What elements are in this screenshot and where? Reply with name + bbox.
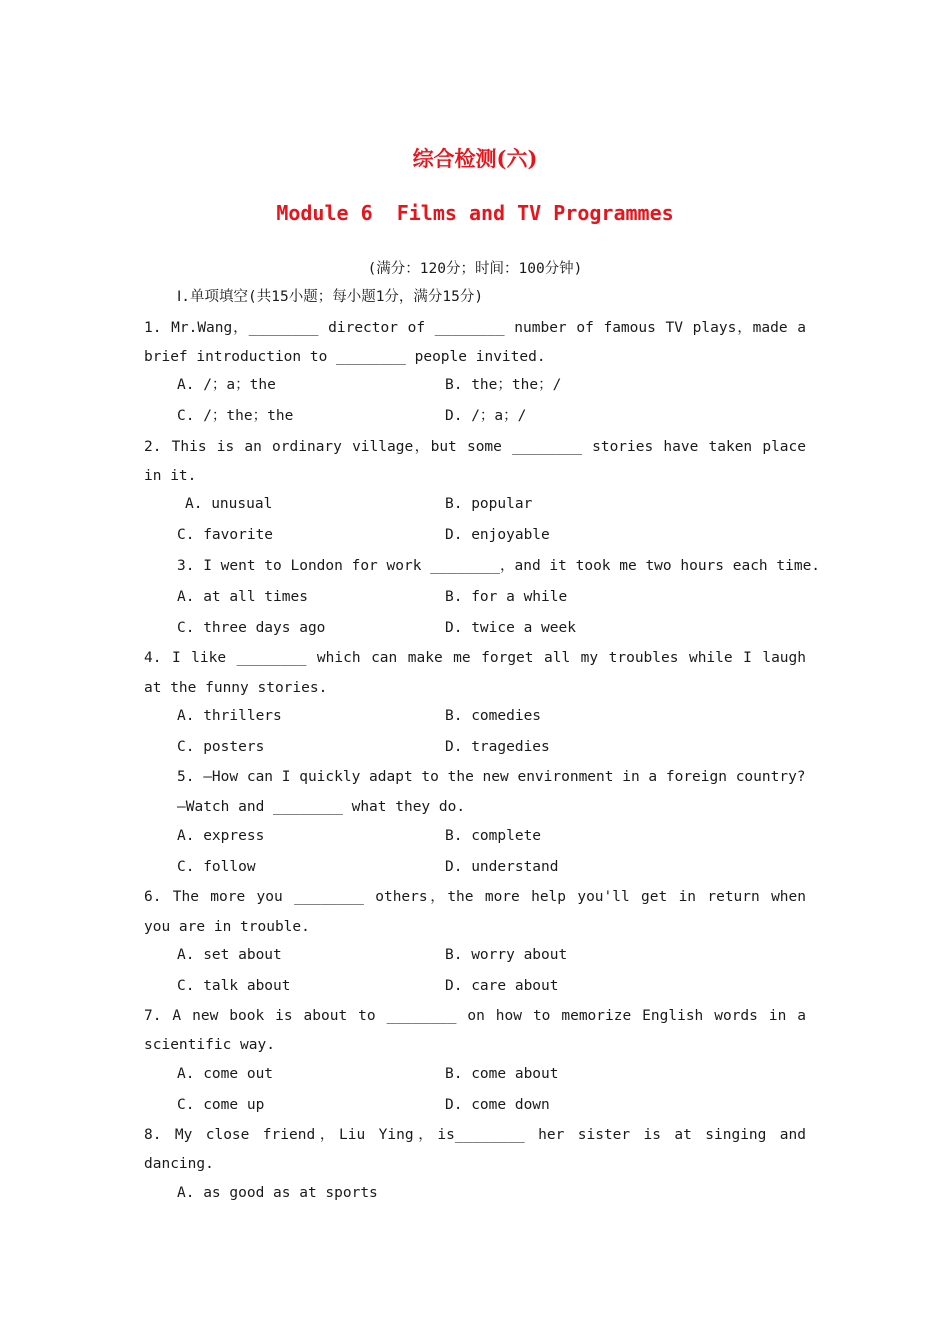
- question-1-option-b: B. the；the；/: [445, 377, 562, 393]
- question-6-line-2: you are in trouble.: [144, 919, 310, 935]
- question-2-option-c: C. favorite: [177, 527, 274, 543]
- question-3-option-d: D. twice a week: [445, 620, 576, 636]
- question-5-option-c: C. follow: [177, 859, 256, 875]
- page-title-cn: 综合检测(六): [412, 146, 538, 171]
- question-5-line-2: —Watch and ________ what they do.: [177, 799, 466, 815]
- question-6-option-b: B. worry about: [445, 947, 568, 963]
- question-5-option-d: D. understand: [445, 859, 559, 875]
- question-7-option-a: A. come out: [177, 1066, 274, 1082]
- page-title-en: Module 6 Films and TV Programmes: [276, 201, 674, 225]
- question-5-line-1: 5. —How can I quickly adapt to the new environment in a foreign country?: [177, 769, 806, 785]
- question-1-line-2: brief introduction to ________ people invited.: [144, 349, 546, 365]
- question-2-line-1: 2. This is an ordinary village，but some ________ stories have taken place: [144, 439, 806, 455]
- question-2-option-d: D. enjoyable: [445, 527, 550, 543]
- question-1-option-d: D. /；a；/: [445, 408, 527, 424]
- question-2-option-b: B. popular: [445, 496, 533, 512]
- question-3-option-c: C. three days ago: [177, 620, 326, 636]
- question-3-line-1: 3. I went to London for work ________，and it took me two hours each time.: [177, 558, 821, 574]
- question-6-option-a: A. set about: [177, 947, 282, 963]
- question-4-option-c: C. posters: [177, 739, 265, 755]
- question-1-line-1: 1. Mr.Wang，________ director of ________ number of famous TV plays，made a: [144, 320, 806, 336]
- question-3-option-a: A. at all times: [177, 589, 308, 605]
- question-7-option-d: D. come down: [445, 1097, 550, 1113]
- question-4-line-2: at the funny stories.: [144, 680, 328, 696]
- question-6-option-d: D. care about: [445, 978, 559, 994]
- question-3-option-b: B. for a while: [445, 589, 568, 605]
- question-1-option-c: C. /；the；the: [177, 408, 294, 424]
- question-6-line-1: 6. The more you ________ others，the more help you'll get in return when: [144, 889, 806, 905]
- question-4-option-a: A. thrillers: [177, 708, 282, 724]
- question-5-option-a: A. express: [177, 828, 265, 844]
- question-1-option-a: A. /；a；the: [177, 377, 276, 393]
- question-4-option-d: D. tragedies: [445, 739, 550, 755]
- question-7-option-b: B. come about: [445, 1066, 559, 1082]
- section-heading: Ⅰ.单项填空(共15小题；每小题1分，满分15分): [177, 289, 484, 305]
- score-info: (满分：120分；时间：100分钟): [367, 261, 583, 277]
- question-8-line-1: 8. My close friend，Liu Ying，is________ her sister is at singing and: [144, 1127, 806, 1143]
- question-6-option-c: C. talk about: [177, 978, 291, 994]
- question-7-line-2: scientific way.: [144, 1037, 275, 1053]
- question-8-option-a: A. as good as at sports: [177, 1185, 378, 1201]
- question-5-option-b: B. complete: [445, 828, 542, 844]
- question-2-line-2: in it.: [144, 468, 197, 484]
- question-4-line-1: 4. I like ________ which can make me forget all my troubles while I laugh: [144, 650, 806, 666]
- question-2-option-a: A. unusual: [185, 496, 273, 512]
- question-7-line-1: 7. A new book is about to ________ on how to memorize English words in a: [144, 1008, 806, 1024]
- question-4-option-b: B. comedies: [445, 708, 542, 724]
- question-8-line-2: dancing.: [144, 1156, 214, 1172]
- question-7-option-c: C. come up: [177, 1097, 265, 1113]
